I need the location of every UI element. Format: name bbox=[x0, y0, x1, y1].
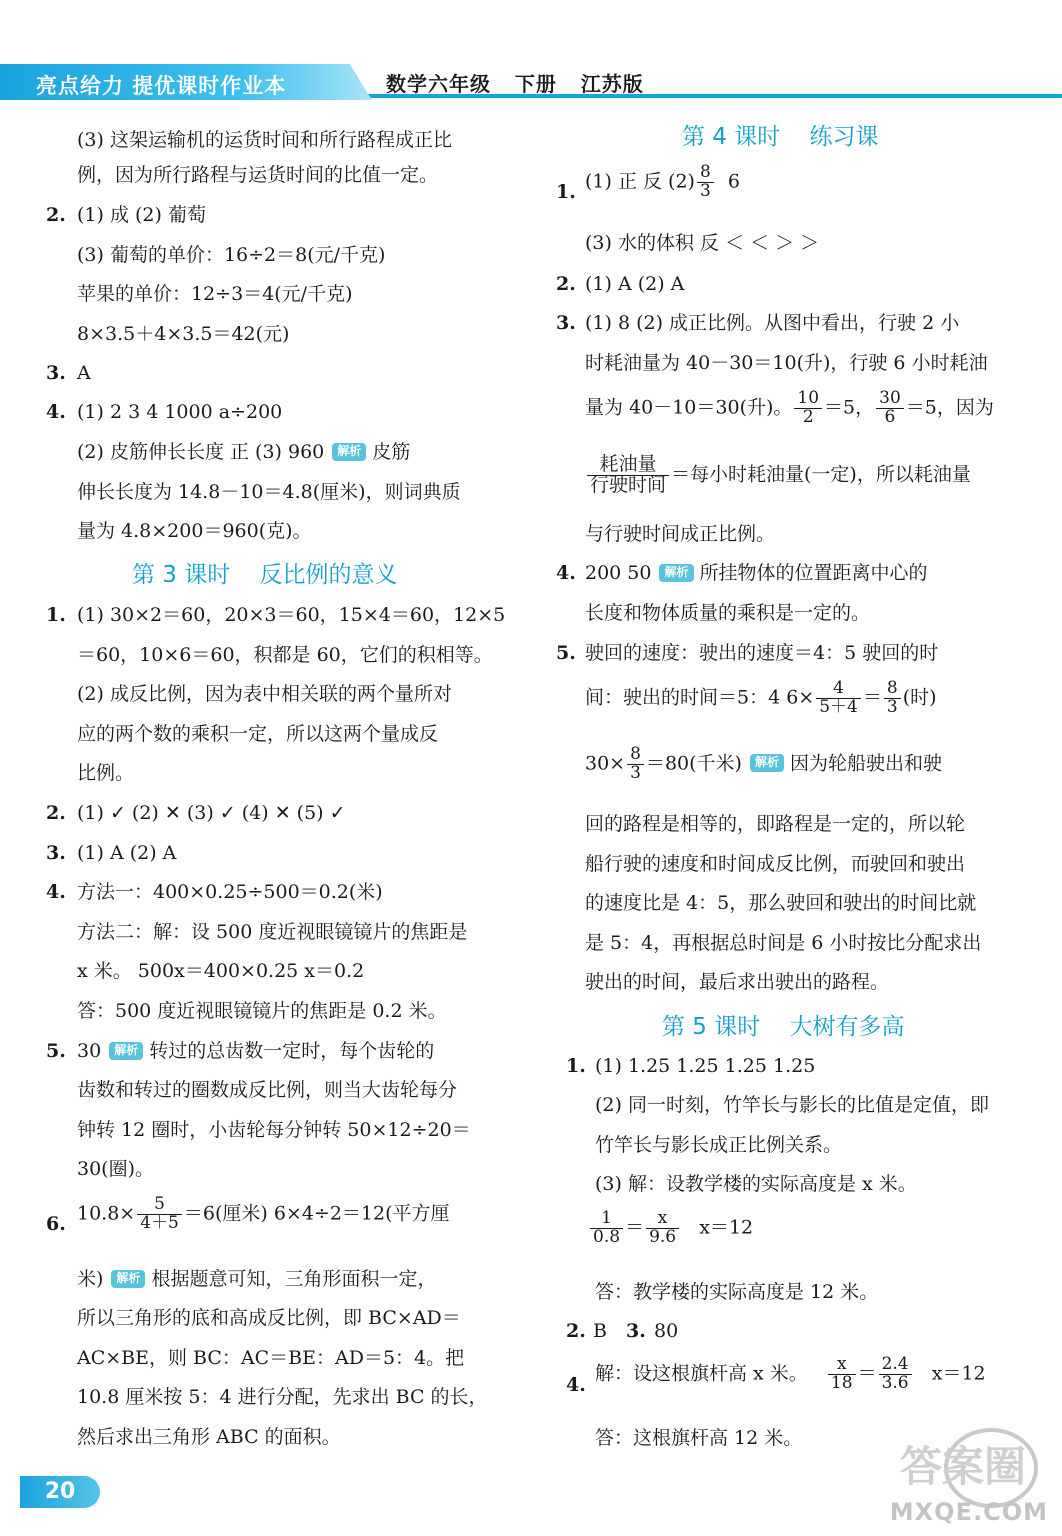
numerator: 10 bbox=[794, 390, 822, 409]
watermark-title: 答案圈 bbox=[899, 1442, 1026, 1491]
question-number: 3. bbox=[46, 362, 66, 384]
text-span: (1) 正 反 (2) bbox=[585, 170, 695, 193]
text-span: ＝6(厘米) 6×4÷2＝12(平方厘 bbox=[183, 1202, 450, 1225]
text-line: 苹果的单价：12÷3＝4(元/千克) bbox=[77, 283, 353, 305]
numerator: x bbox=[828, 1356, 856, 1375]
text-line: 然后求出三角形 ABC 的面积。 bbox=[77, 1426, 341, 1448]
text-line: 30(圈)。 bbox=[77, 1158, 155, 1180]
denominator: 0.8 bbox=[593, 1226, 621, 1247]
text-line: (1) 成 (2) 葡萄 bbox=[77, 204, 206, 226]
text-line: 答：教学楼的实际高度是 12 米。 bbox=[595, 1281, 879, 1303]
text-span: 因为轮船驶出和驶 bbox=[789, 752, 942, 775]
fraction bbox=[137, 1196, 182, 1233]
question-number: 3. bbox=[46, 842, 66, 864]
analysis-tag: 解析 bbox=[750, 754, 784, 772]
denominator: 9.6 bbox=[649, 1226, 677, 1247]
text-line: 伸长长度为 14.8－10＝4.8(厘米)，则词典质 bbox=[77, 481, 461, 503]
text-line: 是 5：4，再根据总时间是 6 小时按比分配求出 bbox=[585, 932, 982, 954]
text-span: (时) bbox=[902, 686, 937, 709]
numerator: 8 bbox=[884, 680, 901, 699]
question-number: 2. bbox=[46, 802, 66, 824]
text-line: (3) 解：设教学楼的实际高度是 x 米。 bbox=[595, 1173, 917, 1195]
text-line: 钟转 12 圈时，小齿轮每分钟转 50×12÷20＝ bbox=[77, 1119, 471, 1141]
denominator: 3 bbox=[699, 180, 711, 201]
text-line: 竹竿长与影长成正比例关系。 bbox=[595, 1134, 843, 1156]
text-line: B bbox=[593, 1320, 607, 1342]
text-line: (3) 这架运输机的运货时间和所行路程成正比 bbox=[77, 129, 452, 151]
text-line: 方法二：解：设 500 度近视眼镜镜片的焦距是 bbox=[77, 921, 468, 943]
text-line bbox=[77, 1267, 436, 1292]
text-line: (1) A (2) A bbox=[585, 273, 685, 295]
text-line: 齿数和转过的圈数成反比例，则当大齿轮每分 bbox=[77, 1079, 458, 1101]
numerator: 1 bbox=[590, 1210, 623, 1229]
denominator: 6 bbox=[884, 406, 896, 427]
denominator: 18 bbox=[830, 1372, 853, 1393]
text-line: (1) A (2) A bbox=[77, 842, 177, 864]
text-line: 船行驶的速度和时间成反比例，而驶回和驶出 bbox=[585, 853, 966, 875]
text-span: (2) 皮筋伸长长度 正 (3) 960 bbox=[77, 441, 325, 463]
text-line bbox=[585, 455, 971, 496]
text-line: (2) 成反比例，因为表中相关联的两个量所对 bbox=[77, 683, 452, 705]
numerator: 30 bbox=[876, 390, 904, 409]
text-span: 皮筋 bbox=[372, 441, 411, 463]
page-number: 20 bbox=[20, 1476, 100, 1508]
fraction bbox=[646, 1210, 679, 1247]
text-line: (1) 2 3 4 1000 a÷200 bbox=[77, 401, 283, 423]
text-span: 30× bbox=[585, 752, 626, 775]
question-number: 3. bbox=[626, 1320, 646, 1342]
text-span: ＝80(千米) bbox=[645, 752, 742, 775]
text-line: 答：500 度近视眼镜镜片的焦距是 0.2 米。 bbox=[77, 1000, 447, 1022]
text-line bbox=[77, 1039, 434, 1064]
text-line: 方法一：400×0.25÷500＝0.2(米) bbox=[77, 881, 383, 903]
text-line: 例，因为所行路程与运货时间的比值一定。 bbox=[77, 164, 439, 186]
text-span: 根据题意可知，三角形面积一定， bbox=[151, 1268, 437, 1290]
fraction bbox=[794, 390, 822, 427]
text-line: 答：这根旗杆高 12 米。 bbox=[595, 1427, 803, 1449]
text-line: (2) 同一时刻，竹竿长与影长的比值是定值，即 bbox=[595, 1094, 989, 1116]
fraction bbox=[879, 1356, 912, 1393]
book-info: 数学六年级 下册 江苏版 bbox=[386, 72, 644, 96]
text-line: 长度和物体质量的乘积是一定的。 bbox=[585, 602, 871, 624]
text-span: 所挂物体的位置距离中心的 bbox=[699, 562, 928, 584]
question-number: 2. bbox=[46, 204, 66, 226]
text-span: 30 bbox=[77, 1040, 102, 1062]
question-number: 6. bbox=[46, 1213, 66, 1235]
text-line: (1) 1.25 1.25 1.25 1.25 bbox=[595, 1055, 816, 1077]
denominator: 2 bbox=[802, 406, 814, 427]
text-line: x 米。 500x＝400×0.25 x＝0.2 bbox=[77, 960, 365, 982]
text-line: 量为 4.8×200＝960(克)。 bbox=[77, 520, 312, 542]
series-name: 亮点给力 提优课时作业本 bbox=[36, 74, 287, 98]
text-line bbox=[585, 680, 937, 717]
text-line: (1) 8 (2) 成正比例。从图中看出，行驶 2 小 bbox=[585, 312, 960, 334]
denominator: 3.6 bbox=[881, 1372, 909, 1393]
text-line: (3) 水的体积 反 ＜ ＜ ＞ ＞ bbox=[585, 232, 820, 254]
text-span: 间：驶出的时间＝5：4 6× bbox=[585, 686, 815, 709]
fraction bbox=[587, 455, 669, 496]
text-line bbox=[588, 1210, 753, 1247]
fraction bbox=[828, 1356, 856, 1393]
text-span: x＝12 bbox=[931, 1362, 986, 1385]
text-line: A bbox=[77, 362, 91, 384]
text-line: 比例。 bbox=[77, 762, 135, 784]
analysis-tag: 解析 bbox=[332, 443, 366, 461]
text-line: 驶回的速度：驶出的速度＝4：5 驶回的时 bbox=[585, 642, 939, 664]
text-line: 时耗油量为 40－30＝10(升)，行驶 6 小时耗油 bbox=[585, 352, 988, 374]
numerator: x bbox=[646, 1210, 679, 1229]
fraction bbox=[697, 164, 714, 201]
text-line: AC×BE，则 BC：AC＝BE：AD＝5：4。把 bbox=[77, 1347, 465, 1369]
watermark-logo bbox=[868, 1428, 1048, 1528]
question-number: 4. bbox=[46, 401, 66, 423]
question-number: 2. bbox=[566, 1320, 586, 1342]
question-number: 1. bbox=[566, 1055, 586, 1077]
text-line: 所以三角形的底和高成反比例，即 BC×AD＝ bbox=[77, 1307, 461, 1329]
watermark-url: MXQE.COM bbox=[889, 1498, 1048, 1526]
text-span: 转过的总齿数一定时，每个齿轮的 bbox=[149, 1040, 435, 1062]
text-line: 与行驶时间成正比例。 bbox=[585, 523, 776, 545]
question-number: 3. bbox=[556, 312, 576, 334]
fraction bbox=[876, 390, 904, 427]
text-span: 200 50 bbox=[585, 562, 652, 584]
denominator: 5＋4 bbox=[819, 696, 858, 717]
section-heading: 第 4 课时 练习课 bbox=[682, 124, 879, 150]
fraction bbox=[627, 746, 644, 783]
text-line: 应的两个数的乘积一定，所以这两个量成反 bbox=[77, 723, 439, 745]
question-number: 2. bbox=[556, 273, 576, 295]
text-span: 解：设这根旗杆高 x 米。 bbox=[595, 1362, 808, 1385]
numerator: 8 bbox=[697, 164, 714, 183]
text-line bbox=[77, 440, 410, 465]
fraction bbox=[884, 680, 901, 717]
text-span: ＝ bbox=[857, 1362, 877, 1385]
page-header bbox=[0, 62, 1062, 104]
denominator: 3 bbox=[886, 696, 898, 717]
text-line bbox=[585, 390, 994, 427]
text-line bbox=[77, 1196, 450, 1233]
denominator: 4＋5 bbox=[140, 1212, 179, 1233]
text-span: ＝ bbox=[625, 1216, 645, 1239]
text-line: 回的路程是相等的，即路程是一定的，所以轮 bbox=[585, 813, 966, 835]
text-span: ＝5，因为 bbox=[905, 396, 994, 419]
question-number: 5. bbox=[556, 642, 576, 664]
text-line bbox=[585, 746, 942, 783]
analysis-tag: 解析 bbox=[109, 1042, 143, 1060]
text-line bbox=[585, 561, 928, 586]
question-number: 4. bbox=[566, 1374, 586, 1396]
text-line: 8×3.5＋4×3.5＝42(元) bbox=[77, 323, 290, 345]
text-line bbox=[585, 164, 740, 201]
text-span: 10.8× bbox=[77, 1202, 136, 1225]
text-span: ＝5， bbox=[824, 396, 875, 419]
text-line: 的速度比是 4：5，那么驶回和驶出的时间比就 bbox=[585, 892, 977, 914]
numerator: 8 bbox=[627, 746, 644, 765]
section-heading: 第 3 课时 反比例的意义 bbox=[132, 562, 398, 588]
question-number: 5. bbox=[46, 1040, 66, 1062]
analysis-tag: 解析 bbox=[111, 1270, 145, 1288]
fraction bbox=[590, 1210, 623, 1247]
question-number: 1. bbox=[46, 604, 66, 626]
text-line bbox=[595, 1356, 986, 1393]
text-span: 米) bbox=[77, 1268, 104, 1290]
analysis-tag: 解析 bbox=[659, 564, 693, 582]
text-line: (1) 30×2＝60，20×3＝60，15×4＝60，12×5 bbox=[77, 604, 506, 626]
text-line: 10.8 厘米按 5：4 进行分配，先求出 BC 的长， bbox=[77, 1386, 488, 1408]
question-number: 4. bbox=[46, 881, 66, 903]
section-heading: 第 5 课时 大树有多高 bbox=[662, 1014, 905, 1040]
denominator: 行驶时间 bbox=[590, 473, 667, 496]
numerator: 耗油量 bbox=[587, 455, 669, 476]
text-span: ＝ bbox=[862, 686, 882, 709]
text-line: 驶出的时间，最后求出驶出的路程。 bbox=[585, 971, 890, 993]
question-number: 4. bbox=[556, 562, 576, 584]
text-span: ＝每小时耗油量(一定)，所以耗油量 bbox=[671, 463, 971, 486]
denominator: 3 bbox=[630, 762, 641, 783]
numerator: 5 bbox=[137, 1196, 182, 1215]
text-line: ＝60，10×6＝60，积都是 60，它们的积相等。 bbox=[77, 644, 493, 666]
text-line: 80 bbox=[654, 1320, 679, 1342]
text-span: 6 bbox=[727, 170, 740, 193]
numerator: 4 bbox=[816, 680, 861, 699]
text-span: x＝12 bbox=[699, 1216, 754, 1239]
text-span: 量为 40－10＝30(升)。 bbox=[585, 396, 793, 419]
fraction bbox=[816, 680, 861, 717]
text-line: (1) ✓ (2) ✕ (3) ✓ (4) ✕ (5) ✓ bbox=[77, 802, 346, 824]
question-number: 1. bbox=[556, 181, 576, 203]
text-line: (3) 葡萄的单价：16÷2＝8(元/千克) bbox=[77, 244, 386, 266]
numerator: 2.4 bbox=[879, 1356, 912, 1375]
